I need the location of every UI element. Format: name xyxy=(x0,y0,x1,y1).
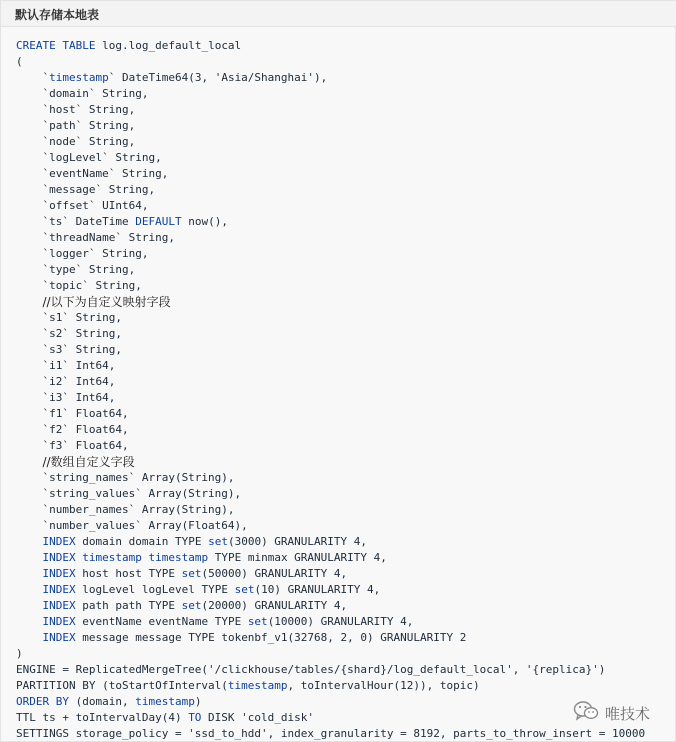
code-text: TTL ts + toIntervalDay(4) xyxy=(16,711,189,724)
code-text: `i2` Int64, xyxy=(16,375,116,388)
code-keyword: INDEX xyxy=(42,567,76,580)
code-line xyxy=(16,214,666,230)
code-keyword: CREATE TABLE xyxy=(16,39,96,52)
code-text xyxy=(16,535,43,548)
code-keyword: set xyxy=(247,615,268,628)
code-text: `offset` UInt64, xyxy=(16,199,149,212)
code-text: `string_values` Array(String), xyxy=(16,487,242,500)
code-line xyxy=(16,630,666,646)
code-text: message message TYPE tokenbf_v1(32768, 2, 0) GRANULARITY 2 xyxy=(75,631,467,644)
code-text: `string_names` Array(String), xyxy=(16,471,235,484)
code-text: log.log_default_local xyxy=(95,39,242,52)
code-text: domain domain TYPE xyxy=(75,535,209,548)
code-text: `node` String, xyxy=(16,135,136,148)
code-keyword: INDEX xyxy=(42,615,76,628)
code-keyword: INDEX xyxy=(42,631,76,644)
code-text: logLevel logLevel TYPE xyxy=(75,583,235,596)
code-line xyxy=(16,374,666,390)
code-keyword: set xyxy=(234,583,255,596)
code-keyword: set xyxy=(208,535,228,548)
code-line xyxy=(16,118,666,134)
code-text: (50000) GRANULARITY 4, xyxy=(201,567,348,580)
code-text: path path TYPE xyxy=(75,599,182,612)
code-line xyxy=(16,678,666,694)
code-line xyxy=(16,166,666,182)
code-text: `threadName` String, xyxy=(16,231,175,244)
code-line xyxy=(16,646,666,662)
code-comment: //以下为自定义映射字段 xyxy=(42,295,171,309)
code-text: `ts` DateTime xyxy=(16,215,136,228)
code-text: `eventName` String, xyxy=(16,167,169,180)
code-keyword: timestamp timestamp xyxy=(82,551,209,564)
code-line xyxy=(16,278,666,294)
code-text: `i3` Int64, xyxy=(16,391,116,404)
code-text: (10000) GRANULARITY 4, xyxy=(267,615,414,628)
code-text: `f3` Float64, xyxy=(16,439,129,452)
code-comment: //数组自定义字段 xyxy=(42,455,135,469)
code-line xyxy=(16,582,666,598)
code-text: now(), xyxy=(181,215,228,228)
code-keyword: DEFAULT xyxy=(135,215,182,228)
code-text: `domain` String, xyxy=(16,87,149,100)
code-line xyxy=(16,406,666,422)
code-line xyxy=(16,422,666,438)
code-line xyxy=(16,614,666,630)
code-text: `logLevel` String, xyxy=(16,151,162,164)
code-text: ) xyxy=(16,647,23,660)
code-text: PARTITION BY (toStartOfInterval( xyxy=(16,679,228,692)
code-text: `message` String, xyxy=(16,183,156,196)
code-text xyxy=(16,615,43,628)
watermark xyxy=(573,700,650,726)
code-line xyxy=(16,54,666,70)
code-text: eventName eventName TYPE xyxy=(75,615,248,628)
code-text: `path` String, xyxy=(16,119,136,132)
code-line xyxy=(16,134,666,150)
code-text: TYPE minmax GRANULARITY 4, xyxy=(208,551,387,564)
code-keyword: timestamp xyxy=(135,695,195,708)
watermark-text: 唯技术 xyxy=(605,704,651,723)
code-text xyxy=(16,296,43,309)
code-text: (20000) GRANULARITY 4, xyxy=(201,599,348,612)
code-line xyxy=(16,470,666,486)
code-line xyxy=(16,310,666,326)
code-text: ENGINE = ReplicatedMergeTree('/clickhouse/tables/{shard}/log_default_local', '{replica}') xyxy=(16,663,606,676)
code-keyword: INDEX xyxy=(42,535,76,548)
code-line xyxy=(16,246,666,262)
code-text: `number_values` Array(Float64), xyxy=(16,519,248,532)
code-line xyxy=(16,198,666,214)
code-text: `type` String, xyxy=(16,263,136,276)
code-text: ( xyxy=(16,55,23,68)
code-line xyxy=(16,86,666,102)
code-text: ` DateTime64(3, 'Asia/Shanghai'), xyxy=(108,71,328,84)
code-text: `f1` Float64, xyxy=(16,407,129,420)
code-line xyxy=(16,38,666,54)
code-keyword: INDEX xyxy=(42,583,76,596)
code-line xyxy=(16,502,666,518)
code-line xyxy=(16,550,666,566)
code-text xyxy=(16,551,43,564)
code-text: , toIntervalHour(12)), topic) xyxy=(287,679,480,692)
code-line xyxy=(16,534,666,550)
code-line xyxy=(16,150,666,166)
code-keyword: ORDER BY xyxy=(16,695,69,708)
code-line xyxy=(16,102,666,118)
code-line xyxy=(16,342,666,358)
code-text: `s2` String, xyxy=(16,327,122,340)
code-line xyxy=(16,358,666,374)
code-text xyxy=(16,599,43,612)
card-title: 默认存储本地表 xyxy=(15,8,100,22)
code-text: (3000) GRANULARITY 4, xyxy=(227,535,368,548)
code-text: `number_names` Array(String), xyxy=(16,503,235,516)
code-keyword: TO xyxy=(188,711,202,724)
code-text: `host` String, xyxy=(16,103,136,116)
code-line xyxy=(16,438,666,454)
card-header xyxy=(1,1,676,27)
code-keyword: set xyxy=(181,599,202,612)
code-text: `i1` Int64, xyxy=(16,359,116,372)
code-keyword: INDEX xyxy=(42,599,76,612)
code-text: host host TYPE xyxy=(75,567,182,580)
wechat-icon xyxy=(573,700,599,726)
code-line xyxy=(16,230,666,246)
code-line xyxy=(16,598,666,614)
code-keyword: INDEX xyxy=(42,551,76,564)
code-line xyxy=(16,518,666,534)
code-block[interactable] xyxy=(16,38,666,742)
code-line xyxy=(16,726,666,742)
code-text: `logger` String, xyxy=(16,247,149,260)
code-text xyxy=(16,567,43,580)
code-line xyxy=(16,390,666,406)
code-text xyxy=(16,583,43,596)
code-text: SETTINGS storage_policy = 'ssd_to_hdd', index_granularity = 8192, parts_to_throw_insert = 10000 xyxy=(16,727,646,740)
code-keyword: timestamp xyxy=(49,71,109,84)
code-text: ` xyxy=(16,71,50,84)
code-line xyxy=(16,566,666,582)
code-line xyxy=(16,294,666,310)
code-line xyxy=(16,454,666,470)
code-text: ) xyxy=(194,695,202,708)
code-text xyxy=(16,456,43,469)
code-keyword: set xyxy=(181,567,202,580)
code-line xyxy=(16,262,666,278)
code-keyword: timestamp xyxy=(227,679,288,692)
code-line xyxy=(16,70,666,86)
code-line xyxy=(16,694,666,710)
code-text: `f2` Float64, xyxy=(16,423,129,436)
code-line xyxy=(16,486,666,502)
code-text: `s3` String, xyxy=(16,343,122,356)
code-line xyxy=(16,326,666,342)
code-text xyxy=(16,631,43,644)
code-text: `topic` String, xyxy=(16,279,142,292)
code-text: (domain, xyxy=(68,695,136,708)
code-line xyxy=(16,662,666,678)
code-text: `s1` String, xyxy=(16,311,122,324)
code-text: DISK 'cold_disk' xyxy=(201,711,315,724)
code-text: (10) GRANULARITY 4, xyxy=(254,583,381,596)
code-line xyxy=(16,710,666,726)
code-line xyxy=(16,182,666,198)
